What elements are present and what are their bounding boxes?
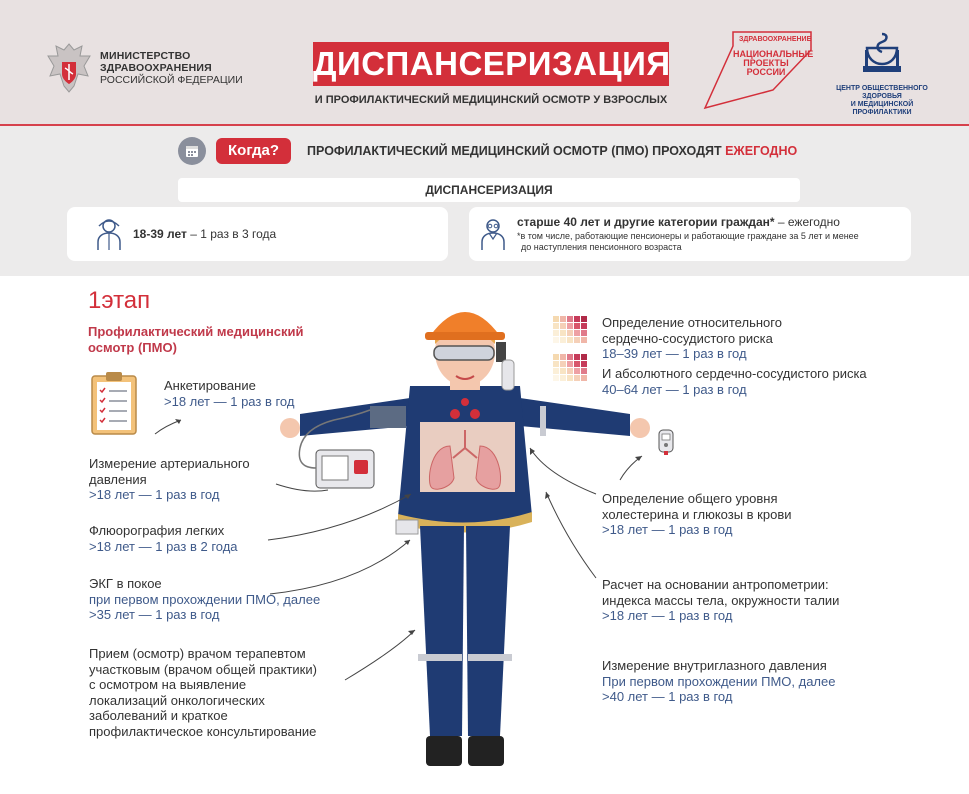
clipboard-icon	[90, 370, 138, 436]
fluorography-frequency: >18 лет — 1 раз в 2 года	[89, 538, 238, 554]
therapist-l4: локализаций онкологических	[89, 692, 265, 708]
center-logo	[827, 30, 937, 117]
stage-title: 1этап	[88, 287, 151, 314]
pmo-title: Профилактический медицинский осмотр (ПМО)	[88, 324, 304, 355]
ministry-line3: РОССИЙСКОЙ ФЕДЕРАЦИИ	[100, 74, 243, 86]
ministry-line2: ЗДРАВООХРАНЕНИЯ	[100, 62, 212, 74]
ecg-frequency-l1: при первом прохождении ПМО, далее	[89, 591, 321, 607]
header	[0, 0, 969, 126]
therapist-l6: профилактическое консультирование	[89, 723, 317, 739]
item-fluorography	[89, 523, 238, 554]
when-text	[307, 144, 797, 158]
item-blood-pressure	[89, 456, 250, 503]
questionnaire-frequency: >18 лет — 1 раз в год	[164, 393, 295, 409]
eye-pressure-frequency-l2: >40 лет — 1 раз в год	[602, 689, 733, 704]
ministry-line1: МИНИСТЕРСТВО	[100, 50, 191, 62]
age-card-old	[469, 207, 911, 261]
old-frequency: – ежегодно	[774, 215, 840, 229]
anthropometry-l2: индекса массы тела, окружности талии	[602, 592, 840, 608]
therapist-l3: с осмотром на выявление	[89, 677, 247, 692]
blood-pressure-title-l1: Измерение артериального	[89, 456, 250, 471]
calendar-icon	[178, 137, 206, 165]
relative-risk-l1: Определение относительного	[602, 315, 782, 330]
eagle-emblem-icon	[44, 40, 94, 96]
old-age: старше 40 лет и другие категории граждан*	[517, 215, 775, 229]
when-text-highlight: ЕЖЕГОДНО	[725, 144, 798, 158]
when-row	[178, 137, 797, 165]
natproj-name: НАЦИОНАЛЬНЫЕ ПРОЕКТЫ РОССИИ	[733, 49, 814, 77]
old-note-line2: до наступления пенсионного возраста	[521, 242, 682, 252]
bowl-snake-icon	[859, 30, 905, 76]
page-subtitle: И ПРОФИЛАКТИЧЕСКИЙ МЕДИЦИНСКИЙ ОСМОТР У ВЗРОСЛЫХ	[314, 94, 668, 106]
ecg-title: ЭКГ в покое	[89, 576, 162, 591]
when-button[interactable]: Когда?	[216, 138, 291, 164]
worker-figure	[270, 296, 660, 776]
eye-pressure-title: Измерение внутриглазного давления	[602, 658, 827, 673]
center-name-line2: И МЕДИЦИНСКОЙ ПРОФИЛАКТИКИ	[850, 101, 914, 116]
national-projects-logo	[703, 30, 813, 110]
young-age: 18-39 лет	[133, 227, 187, 241]
relative-risk-frequency: 18–39 лет — 1 раз в год	[602, 346, 747, 361]
eye-pressure-frequency-l1: При первом прохождении ПМО, далее	[602, 673, 836, 689]
page-title: ДИСПАНСЕРИЗАЦИЯ	[313, 42, 669, 86]
natproj-label: ЗДРАВООХРАНЕНИЕ	[739, 36, 812, 43]
therapist-l1: Прием (осмотр) врачом терапевтом	[89, 646, 306, 661]
young-person-icon	[95, 217, 123, 251]
cholesterol-frequency: >18 лет — 1 раз в год	[602, 522, 733, 537]
ministry-logo	[44, 40, 243, 96]
blood-pressure-frequency: >18 лет — 1 раз в год	[89, 487, 220, 502]
when-text-main: ПРОФИЛАКТИЧЕСКИЙ МЕДИЦИНСКИЙ ОСМОТР (ПМО) ПРОХОДЯТ	[307, 144, 722, 158]
ecg-frequency-l2: >35 лет — 1 раз в год	[89, 607, 220, 622]
age-card-young	[67, 207, 448, 261]
blood-pressure-title-l2: давления	[89, 471, 147, 487]
therapist-l5: заболеваний и краткое	[89, 708, 228, 723]
center-name-line1: ЦЕНТР ОБЩЕСТВЕННОГО ЗДОРОВЬЯ	[836, 85, 928, 100]
questionnaire-title: Анкетирование	[164, 378, 256, 393]
absolute-risk-title: И абсолютного сердечно-сосудистого риска	[602, 366, 867, 381]
fluorography-title: Флюорография легких	[89, 523, 225, 538]
old-note-line1: *в том числе, работающие пенсионеры и работающие граждане за 5 лет и менее	[517, 231, 859, 241]
therapist-l2: участковым (врачом общей практики)	[89, 661, 317, 677]
old-person-icon	[479, 217, 507, 251]
cholesterol-l2: холестерина и глюкозы в крови	[602, 506, 792, 522]
anthropometry-frequency: >18 лет — 1 раз в год	[602, 608, 733, 623]
anthropometry-l1: Расчет на основании антропометрии:	[602, 577, 829, 592]
relative-risk-l2: сердечно-сосудистого риска	[602, 330, 773, 346]
dispanserization-label: ДИСПАНСЕРИЗАЦИЯ	[178, 178, 800, 202]
cholesterol-l1: Определение общего уровня	[602, 491, 778, 506]
absolute-risk-frequency: 40–64 лет — 1 раз в год	[602, 381, 747, 397]
young-frequency: – 1 раз в 3 года	[186, 227, 277, 241]
